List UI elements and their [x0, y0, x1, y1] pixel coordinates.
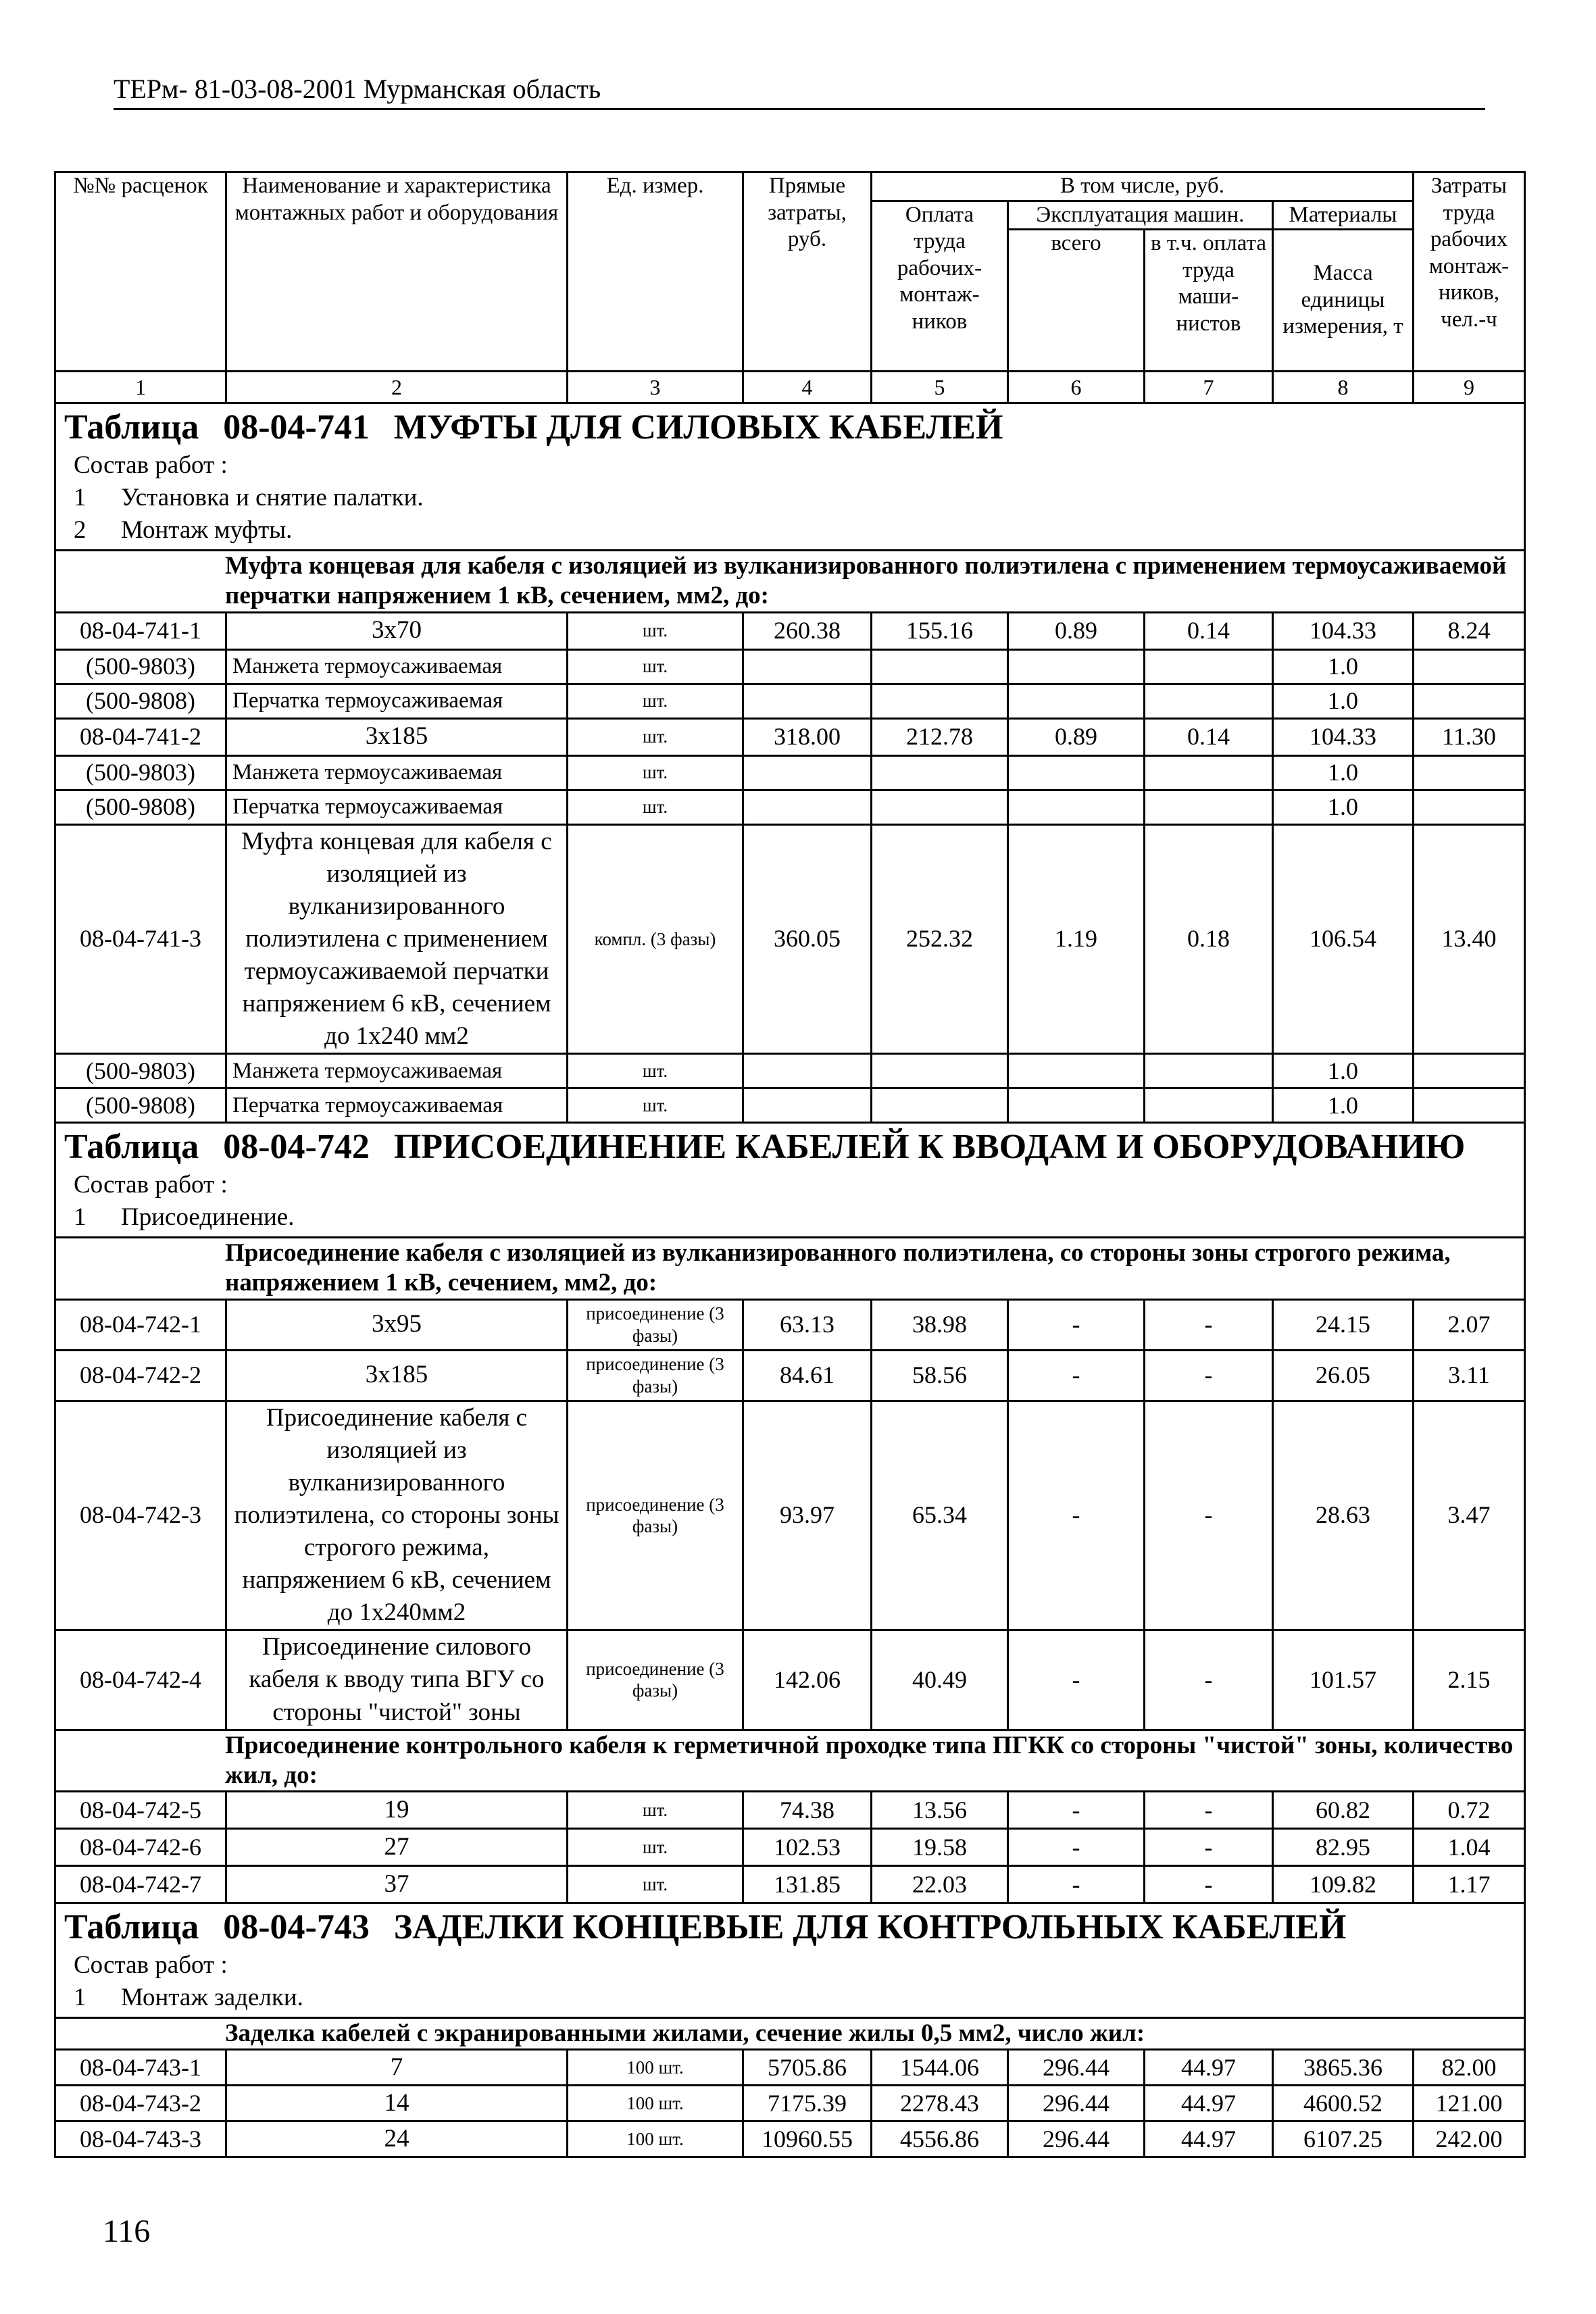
section-heading: Присоединение контрольного кабеля к герметичной проходке типа ПГКК со стороны "чистой" зоны, количество жил, до:	[55, 1730, 1525, 1792]
step-number: 1	[74, 1203, 86, 1231]
document-header: ТЕРм- 81-03-08-2001 Мурманская область	[114, 73, 1485, 110]
work-name: Присоединение кабеля с изоляцией из вулканизированного полиэтилена, со стороны зоны строгого режима, напряжением 6 кВ, сечением до 1х240мм2	[226, 1401, 568, 1630]
labor-pay: 65.34	[872, 1401, 1008, 1630]
labor-hours: 11.30	[1414, 718, 1525, 755]
direct-cost: 131.85	[743, 1866, 872, 1903]
resource-name: Перчатка термоусаживаемая	[226, 1088, 568, 1123]
labor-hours: 82.00	[1414, 2050, 1525, 2086]
unit: шт.	[568, 755, 743, 790]
machines-total: -	[1008, 1350, 1145, 1401]
mass: 26.05	[1273, 1350, 1414, 1401]
unit: 100 шт.	[568, 2050, 743, 2086]
table-row	[55, 1401, 1525, 1630]
machinist-pay: 44.97	[1145, 2086, 1273, 2121]
unit: присоединение (3 фазы)	[568, 1401, 743, 1630]
work-name: 27	[226, 1829, 568, 1866]
direct-cost: 74.38	[743, 1792, 872, 1829]
col-header-labor-pay: Оплата труда рабочих-монтаж-ников	[872, 201, 1008, 372]
machines-total: 0.89	[1008, 718, 1145, 755]
column-number: 3	[568, 372, 743, 403]
step-number: 2	[74, 515, 86, 544]
rates-table	[54, 171, 1526, 2158]
direct-cost: 142.06	[743, 1630, 872, 1730]
resource-qty: 1.0	[1273, 649, 1414, 684]
machinist-pay: -	[1145, 1866, 1273, 1903]
resource-row	[55, 649, 1525, 684]
machines-total: 296.44	[1008, 2121, 1145, 2157]
table-label: Таблица	[64, 1908, 199, 1947]
rate-code: 08-04-741-2	[55, 718, 226, 755]
mass: 60.82	[1273, 1792, 1414, 1829]
direct-cost: 63.13	[743, 1299, 872, 1350]
table-row	[55, 612, 1525, 649]
unit: шт.	[568, 718, 743, 755]
mass: 106.54	[1273, 824, 1414, 1054]
machines-total: -	[1008, 1829, 1145, 1866]
direct-cost: 7175.39	[743, 2086, 872, 2121]
col-header-machines: Эксплуатация машин.	[1008, 201, 1273, 230]
machines-total: 0.89	[1008, 612, 1145, 649]
machines-total: -	[1008, 1299, 1145, 1350]
resource-qty: 1.0	[1273, 790, 1414, 824]
work-name: 37	[226, 1866, 568, 1903]
labor-pay: 13.56	[872, 1792, 1008, 1829]
machinist-pay: 0.18	[1145, 824, 1273, 1054]
labor-pay: 19.58	[872, 1829, 1008, 1866]
resource-code: (500-9803)	[55, 649, 226, 684]
rate-code: 08-04-742-4	[55, 1630, 226, 1730]
resource-name: Манжета термоусаживаемая	[226, 1054, 568, 1088]
labor-hours: 242.00	[1414, 2121, 1525, 2157]
rate-code: 08-04-742-2	[55, 1350, 226, 1401]
unit: компл. (3 фазы)	[568, 824, 743, 1054]
section-heading: Присоединение кабеля с изоляцией из вулканизированного полиэтилена, со стороны зоны строгого режима, напряжением 1 кВ, сечением, мм2, до:	[55, 1237, 1525, 1299]
work-name: Муфта концевая для кабеля с изоляцией из вулканизированного полиэтилена с применением термоусаживаемой перчатки напряжением 6 кВ, сечением до 1х240 мм2	[226, 824, 568, 1054]
step-number: 1	[74, 483, 86, 511]
table-row	[55, 824, 1525, 1054]
table-label: Таблица	[64, 1128, 199, 1167]
labor-hours: 2.07	[1414, 1299, 1525, 1350]
resource-qty: 1.0	[1273, 1088, 1414, 1123]
labor-pay: 40.49	[872, 1630, 1008, 1730]
unit: шт.	[568, 1054, 743, 1088]
direct-cost: 360.05	[743, 824, 872, 1054]
labor-hours: 8.24	[1414, 612, 1525, 649]
column-number: 6	[1008, 372, 1145, 403]
labor-hours: 3.11	[1414, 1350, 1525, 1401]
labor-pay: 2278.43	[872, 2086, 1008, 2121]
mass: 3865.36	[1273, 2050, 1414, 2086]
machines-total: -	[1008, 1866, 1145, 1903]
column-number: 2	[226, 372, 568, 403]
unit: присоединение (3 фазы)	[568, 1350, 743, 1401]
table-row	[55, 1866, 1525, 1903]
work-composition-label: Состав работ :	[74, 451, 228, 479]
table-code: 08-04-743	[223, 1908, 370, 1947]
unit: шт.	[568, 1866, 743, 1903]
col-header-machinist-pay: в т.ч. оплата труда маши-нистов	[1145, 230, 1273, 372]
work-name: Присоединение силового кабеля к вводу типа ВГУ со стороны "чистой" зоны	[226, 1630, 568, 1730]
column-number: 5	[872, 372, 1008, 403]
rate-code: 08-04-742-7	[55, 1866, 226, 1903]
unit: шт.	[568, 684, 743, 718]
resource-code: (500-9808)	[55, 790, 226, 824]
col-header-name: Наименование и характеристика монтажных работ и оборудования	[226, 172, 568, 372]
labor-pay: 38.98	[872, 1299, 1008, 1350]
labor-pay: 4556.86	[872, 2121, 1008, 2157]
direct-cost: 318.00	[743, 718, 872, 755]
unit: 100 шт.	[568, 2086, 743, 2121]
table-code: 08-04-741	[223, 408, 370, 447]
table-row	[55, 1299, 1525, 1350]
direct-cost: 84.61	[743, 1350, 872, 1401]
machines-total: -	[1008, 1630, 1145, 1730]
mass: 104.33	[1273, 612, 1414, 649]
machinist-pay: -	[1145, 1401, 1273, 1630]
work-composition-label: Состав работ :	[74, 1170, 228, 1199]
page-number: 116	[103, 2213, 151, 2249]
resource-row	[55, 755, 1525, 790]
mass: 4600.52	[1273, 2086, 1414, 2121]
step-text: Присоединение.	[121, 1203, 295, 1231]
resource-qty: 1.0	[1273, 1054, 1414, 1088]
table-741-block	[55, 403, 1525, 551]
table-row	[55, 1792, 1525, 1829]
mass: 101.57	[1273, 1630, 1414, 1730]
resource-name: Манжета термоусаживаемая	[226, 649, 568, 684]
machinist-pay: -	[1145, 1829, 1273, 1866]
resource-code: (500-9808)	[55, 1088, 226, 1123]
labor-pay: 155.16	[872, 612, 1008, 649]
machines-total: 1.19	[1008, 824, 1145, 1054]
work-name: 14	[226, 2086, 568, 2121]
resource-row	[55, 1088, 1525, 1123]
resource-name: Перчатка термоусаживаемая	[226, 684, 568, 718]
labor-hours: 1.04	[1414, 1829, 1525, 1866]
column-number: 1	[55, 372, 226, 403]
rate-code: 08-04-743-3	[55, 2121, 226, 2157]
step-text: Монтаж муфты.	[121, 515, 293, 544]
resource-name: Манжета термоусаживаемая	[226, 755, 568, 790]
col-header-labor-hours: Затраты труда рабочих монтаж-ников, чел.-ч	[1414, 172, 1525, 372]
table-742-title	[64, 1126, 1516, 1168]
section-heading: Заделка кабелей с экранированными жилами, сечение жилы 0,5 мм2, число жил:	[55, 2017, 1525, 2049]
step-text: Установка и снятие палатки.	[121, 483, 424, 511]
rate-code: 08-04-741-1	[55, 612, 226, 649]
table-code: 08-04-742	[223, 1128, 370, 1167]
mass: 24.15	[1273, 1299, 1414, 1350]
work-name: 7	[226, 2050, 568, 2086]
labor-pay: 212.78	[872, 718, 1008, 755]
resource-qty: 1.0	[1273, 755, 1414, 790]
section-heading: Муфта концевая для кабеля с изоляцией из вулканизированного полиэтилена с применением термоусаживаемой перчатки напряжением 1 кВ, сечением, мм2, до:	[55, 550, 1525, 612]
direct-cost: 5705.86	[743, 2050, 872, 2086]
rate-code: 08-04-742-6	[55, 1829, 226, 1866]
table-row	[55, 1350, 1525, 1401]
work-name: 3х95	[226, 1299, 568, 1350]
machinist-pay: -	[1145, 1630, 1273, 1730]
labor-pay: 22.03	[872, 1866, 1008, 1903]
labor-hours: 3.47	[1414, 1401, 1525, 1630]
labor-pay: 252.32	[872, 824, 1008, 1054]
machines-total: -	[1008, 1401, 1145, 1630]
table-row	[55, 718, 1525, 755]
resource-code: (500-9803)	[55, 755, 226, 790]
col-header-unit: Ед. измер.	[568, 172, 743, 372]
work-name: 3х70	[226, 612, 568, 649]
rate-code: 08-04-743-2	[55, 2086, 226, 2121]
direct-cost: 93.97	[743, 1401, 872, 1630]
labor-hours: 121.00	[1414, 2086, 1525, 2121]
table-row	[55, 1630, 1525, 1730]
work-step	[64, 482, 1516, 514]
rate-code: 08-04-743-1	[55, 2050, 226, 2086]
machinist-pay: -	[1145, 1792, 1273, 1829]
step-text: Монтаж заделки.	[121, 1983, 303, 2011]
col-header-codes: №№ расценок	[55, 172, 226, 372]
work-composition-label: Состав работ :	[74, 1951, 228, 1979]
column-number: 9	[1414, 372, 1525, 403]
column-number: 7	[1145, 372, 1273, 403]
machinist-pay: -	[1145, 1350, 1273, 1401]
mass: 109.82	[1273, 1866, 1414, 1903]
machines-total: 296.44	[1008, 2050, 1145, 2086]
machinist-pay: 0.14	[1145, 612, 1273, 649]
direct-cost: 260.38	[743, 612, 872, 649]
unit: 100 шт.	[568, 2121, 743, 2157]
col-header-including: В том числе, руб.	[872, 172, 1414, 201]
machinist-pay: -	[1145, 1299, 1273, 1350]
table-row	[55, 2086, 1525, 2121]
resource-row	[55, 790, 1525, 824]
table-743-block	[55, 1903, 1525, 2018]
col-header-materials: Материалы	[1273, 201, 1414, 230]
mass: 82.95	[1273, 1829, 1414, 1866]
mass: 104.33	[1273, 718, 1414, 755]
unit: шт.	[568, 1829, 743, 1866]
step-number: 1	[74, 1983, 86, 2011]
machinist-pay: 44.97	[1145, 2121, 1273, 2157]
resource-name: Перчатка термоусаживаемая	[226, 790, 568, 824]
machinist-pay: 0.14	[1145, 718, 1273, 755]
labor-hours: 0.72	[1414, 1792, 1525, 1829]
unit: шт.	[568, 612, 743, 649]
machines-total: 296.44	[1008, 2086, 1145, 2121]
column-numbers-row	[55, 372, 1525, 403]
table-label: Таблица	[64, 408, 199, 447]
col-header-direct: Прямые затраты, руб.	[743, 172, 872, 372]
resource-row	[55, 1054, 1525, 1088]
labor-hours: 1.17	[1414, 1866, 1525, 1903]
unit: шт.	[568, 649, 743, 684]
machines-total: -	[1008, 1792, 1145, 1829]
direct-cost: 102.53	[743, 1829, 872, 1866]
work-name: 3х185	[226, 718, 568, 755]
table-name: ПРИСОЕДИНЕНИЕ КАБЕЛЕЙ К ВВОДАМ И ОБОРУДОВАНИЮ	[393, 1128, 1466, 1167]
labor-pay: 1544.06	[872, 2050, 1008, 2086]
work-step	[64, 1982, 1516, 2014]
table-name: МУФТЫ ДЛЯ СИЛОВЫХ КАБЕЛЕЙ	[393, 408, 1003, 447]
table-row	[55, 2121, 1525, 2157]
labor-hours: 13.40	[1414, 824, 1525, 1054]
unit: присоединение (3 фазы)	[568, 1299, 743, 1350]
rate-code: 08-04-742-5	[55, 1792, 226, 1829]
col-header-mass: Масса единицы измерения, т	[1273, 230, 1414, 372]
table-name: ЗАДЕЛКИ КОНЦЕВЫЕ ДЛЯ КОНТРОЛЬНЫХ КАБЕЛЕЙ	[393, 1908, 1347, 1947]
rate-code: 08-04-742-1	[55, 1299, 226, 1350]
rate-code: 08-04-742-3	[55, 1401, 226, 1630]
resource-code: (500-9803)	[55, 1054, 226, 1088]
resource-qty: 1.0	[1273, 684, 1414, 718]
column-number: 4	[743, 372, 872, 403]
table-742-block	[55, 1123, 1525, 1238]
table-row	[55, 2050, 1525, 2086]
machinist-pay: 44.97	[1145, 2050, 1273, 2086]
work-name: 24	[226, 2121, 568, 2157]
direct-cost: 10960.55	[743, 2121, 872, 2157]
rate-code: 08-04-741-3	[55, 824, 226, 1054]
mass: 28.63	[1273, 1401, 1414, 1630]
work-step	[64, 1201, 1516, 1234]
mass: 6107.25	[1273, 2121, 1414, 2157]
unit: шт.	[568, 1088, 743, 1123]
labor-hours: 2.15	[1414, 1630, 1525, 1730]
table-row	[55, 1829, 1525, 1866]
resource-code: (500-9808)	[55, 684, 226, 718]
unit: шт.	[568, 1792, 743, 1829]
resource-row	[55, 684, 1525, 718]
work-name: 19	[226, 1792, 568, 1829]
unit: присоединение (3 фазы)	[568, 1630, 743, 1730]
table-743-title	[64, 1907, 1516, 1948]
column-number: 8	[1273, 372, 1414, 403]
col-header-machines-total: всего	[1008, 230, 1145, 372]
labor-pay: 58.56	[872, 1350, 1008, 1401]
table-741-title	[64, 407, 1516, 449]
work-name: 3х185	[226, 1350, 568, 1401]
work-step	[64, 514, 1516, 547]
unit: шт.	[568, 790, 743, 824]
